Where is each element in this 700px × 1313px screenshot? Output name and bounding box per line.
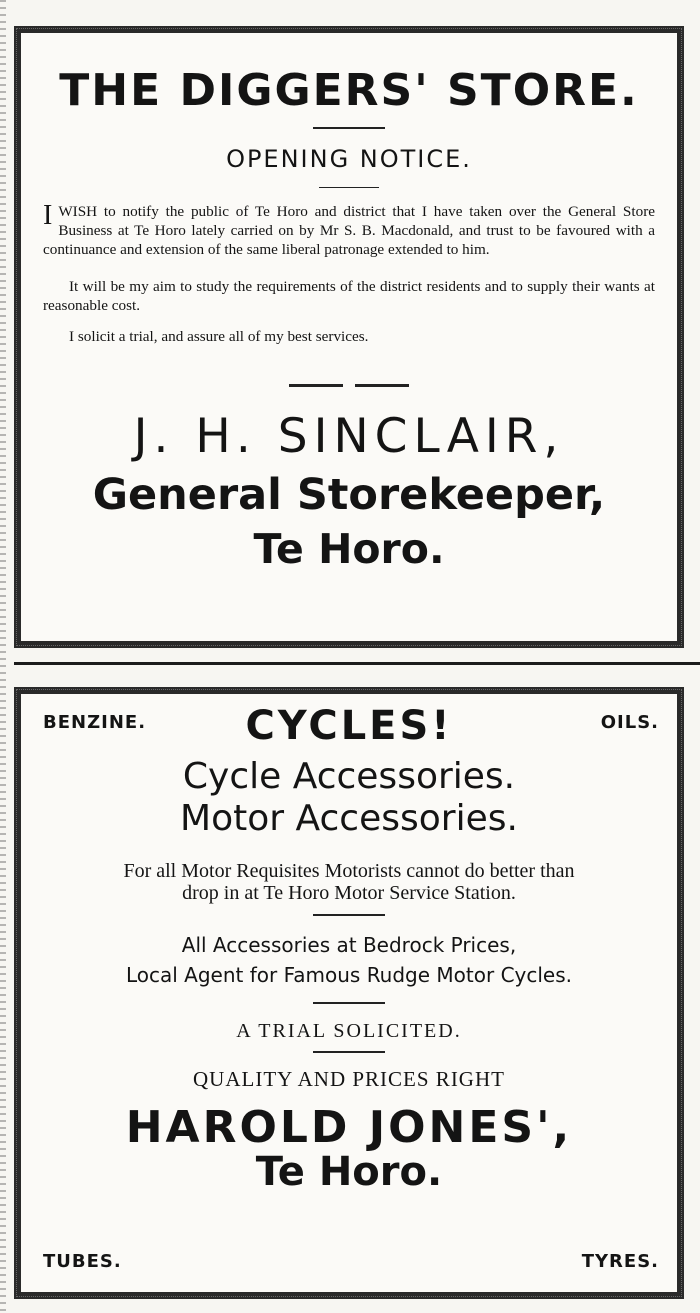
proprietor-role: General Storekeeper, bbox=[92, 470, 606, 520]
motor-accessories-line: Motor Accessories. bbox=[180, 798, 518, 839]
corner-label-oils: OILS. bbox=[600, 712, 659, 733]
trial-solicited: A TRIAL SOLICITED. bbox=[236, 1020, 462, 1042]
notice-paragraph-2: It will be my aim to study the requirements of the district residents and to supply their wants at reasonable cost. bbox=[43, 278, 655, 314]
page-edge bbox=[0, 0, 6, 1313]
advert-title: THE DIGGERS' STORE. bbox=[59, 65, 639, 116]
corner-label-benzine: BENZINE. bbox=[43, 712, 147, 733]
advert-subtitle: OPENING NOTICE. bbox=[226, 145, 472, 173]
divider-rule bbox=[319, 187, 379, 188]
proprietor-name: HAROLD JONES', bbox=[125, 1102, 573, 1153]
bedrock-prices-line: All Accessories at Bedrock Prices, bbox=[181, 933, 517, 957]
cycles-advert bbox=[14, 687, 684, 1299]
rudge-agent-line: Local Agent for Famous Rudge Motor Cycles. bbox=[125, 963, 572, 987]
divider-rule bbox=[313, 914, 385, 916]
divider-rule bbox=[313, 1051, 385, 1053]
shop-location: Te Horo. bbox=[255, 1149, 443, 1195]
service-station-paragraph: For all Motor Requisites Motorists cannot do better than drop in at Te Horo Motor Service Station. bbox=[123, 860, 575, 904]
advert-headline: CYCLES! bbox=[245, 703, 453, 749]
cycle-accessories-line: Cycle Accessories. bbox=[182, 756, 516, 797]
corner-label-tyres: TYRES. bbox=[581, 1251, 659, 1272]
proprietor-name: J. H. SINCLAIR, bbox=[133, 409, 565, 464]
divider-rule bbox=[313, 1002, 385, 1004]
notice-paragraph-1 bbox=[43, 202, 655, 259]
diggers-store-advert bbox=[14, 26, 684, 648]
divider-rule bbox=[313, 127, 385, 129]
notice-body bbox=[43, 202, 655, 346]
drop-cap: I bbox=[43, 200, 53, 231]
column-separator bbox=[14, 662, 700, 665]
divider-rule bbox=[289, 384, 409, 387]
quality-line: QUALITY AND PRICES RIGHT bbox=[193, 1067, 505, 1091]
notice-paragraph-1-text: WISH to notify the public of Te Horo and district that I have taken over the General Store Business at Te Horo lately carried on by Mr S. B. Macdonald, and trust to be favoured with a continuance and extension of the same liberal patronage extended to him. bbox=[43, 203, 655, 258]
store-location: Te Horo. bbox=[253, 525, 445, 573]
corner-label-tubes: TUBES. bbox=[43, 1251, 122, 1272]
notice-paragraph-3: I solicit a trial, and assure all of my best services. bbox=[69, 328, 369, 345]
